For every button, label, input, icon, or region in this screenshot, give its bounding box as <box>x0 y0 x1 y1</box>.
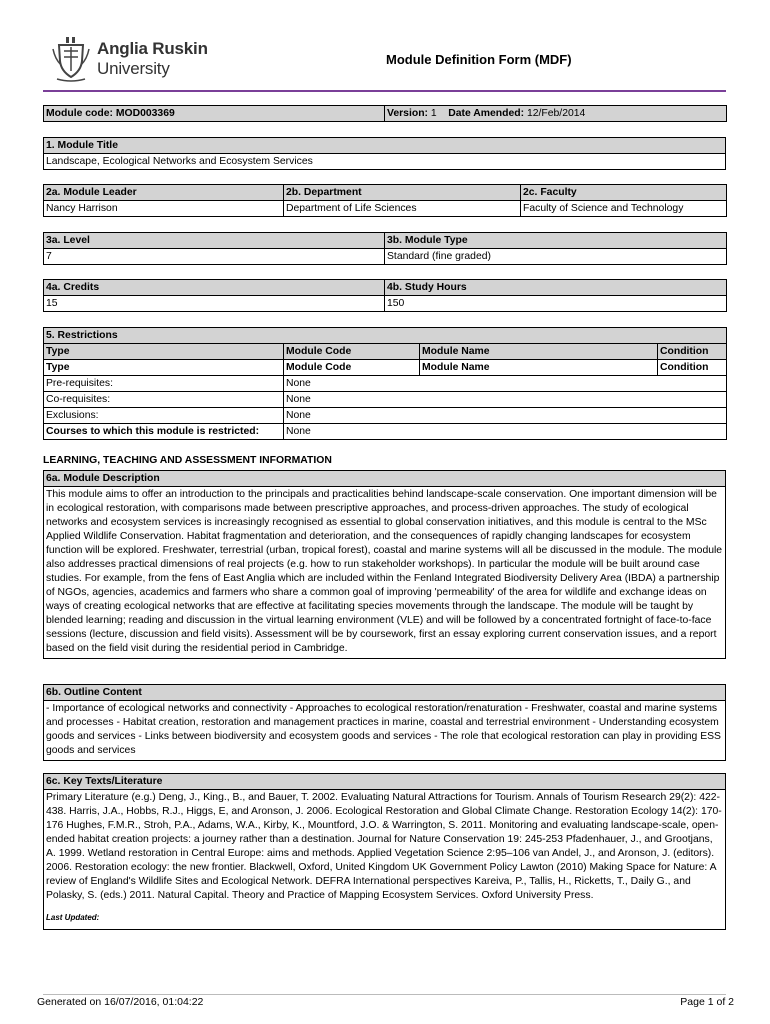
module-code: Module code: MOD003369 <box>44 106 385 122</box>
outline-text: - Importance of ecological networks and connectivity - Approaches to ecological restoration/renaturation - Freshwater, coastal and marine systems and processes - Habitat creation, restoration and management practices in marine, coastal and terrestrial environment - Understanding ecosystem goods and services - Links between biodiversity and ecosystem goods and services - The role that ecological restoration can play in providing ESS goods and services <box>44 701 726 761</box>
header-rule <box>43 90 726 92</box>
restriction-label: Exclusions: <box>44 408 284 424</box>
leader-table <box>43 184 727 217</box>
table-row <box>44 392 727 408</box>
level-header: 3a. Level <box>44 233 385 249</box>
outline-header: 6b. Outline Content <box>44 685 726 701</box>
module-title-header: 1. Module Title <box>44 138 726 154</box>
restriction-label: Pre-requisites: <box>44 376 284 392</box>
generated-timestamp: Generated on 16/07/2016, 01:04:22 <box>37 996 204 1008</box>
version-label: Version: <box>387 108 428 119</box>
col-type: Type <box>44 344 284 360</box>
col-module-name: Module Name <box>420 344 658 360</box>
level-value: 7 <box>44 249 385 265</box>
col-type: Type <box>44 360 284 376</box>
logo-line-2: University <box>97 59 170 78</box>
department-value: Department of Life Sciences <box>284 201 521 217</box>
module-type-value: Standard (fine graded) <box>385 249 727 265</box>
logo-wordmark <box>97 39 208 79</box>
col-condition: Condition <box>658 344 727 360</box>
study-hours-value: 150 <box>385 296 727 312</box>
description-header: 6a. Module Description <box>44 471 726 487</box>
restrictions-header: 5. Restrictions <box>44 328 727 344</box>
restriction-value: None <box>284 392 727 408</box>
col-condition: Condition <box>658 360 727 376</box>
last-updated-label: Last Updated: <box>46 913 100 922</box>
description-table <box>43 470 726 659</box>
level-table <box>43 232 727 265</box>
page-number: Page 1 of 2 <box>680 996 734 1008</box>
form-title: Module Definition Form (MDF) <box>386 52 572 67</box>
key-texts-cell <box>44 790 726 930</box>
restriction-value: None <box>284 424 727 440</box>
restriction-value: None <box>284 376 727 392</box>
date-amended-value: 12/Feb/2014 <box>526 108 586 119</box>
module-type-header: 3b. Module Type <box>385 233 727 249</box>
crest-icon <box>51 35 91 83</box>
version-value: 1 <box>430 108 437 119</box>
logo-line-1: Anglia Ruskin <box>97 39 208 58</box>
department-header: 2b. Department <box>284 185 521 201</box>
credits-table <box>43 279 727 312</box>
module-title-value: Landscape, Ecological Networks and Ecosystem Services <box>44 154 726 170</box>
credits-value: 15 <box>44 296 385 312</box>
restriction-label: Courses to which this module is restricted: <box>44 424 284 440</box>
table-row <box>44 376 727 392</box>
university-logo <box>51 34 208 84</box>
date-amended-label: Date Amended: <box>448 108 525 119</box>
module-code-table <box>43 105 727 122</box>
col-module-code: Module Code <box>284 360 420 376</box>
table-row <box>44 424 727 440</box>
version-date-cell <box>385 106 727 122</box>
description-text: This module aims to offer an introduction to the principals and practicalities behind landscape-scale conservation. One important dimension will be in ecological restoration, with comparisons made between prescriptive approaches, and process-driven approaches. The study of ecological networks and ecosystem services is increasingly recognised as essential to global conservation initiatives, and this module is central to the MSc Applied Wildlife Conservation. Habitat fragmentation and deterioration, and the consequences of rapidly changing landscapes for ecosystem function will be explored. Freshwater, terrestrial (urban, tropical forest), coastal and marine systems will all be discussed in the module. The module also addresses practical dimensions of real projects (e.g. how to run stakeholder workshops). In particular the module will be built around case studies. For example, from the fens of East Anglia which are included within the Fenland Integrated Biodiversity Delivery Area (IBDA) a partnership of NGOs, agencies, academics and farmers who share a common goal of improving 'permeability' of the area for wildlife and exchange ideas on ways of creating ecological networks that are effective at facilitating species movements through the landscape. The module will be taught by blended learning; reading and discussion in the virtual learning environment (VLE) and will be followed by a concentrated fortnight of face-to-face sessions (lecture, discussion and field visits). Assessment will be by coursework, first an essay exploring current conservation issues, and a report based on the field visit during the residential period in Cambridge. <box>44 487 726 659</box>
key-texts-text: Primary Literature (e.g.) Deng, J., King., B., and Bauer, T. 2002. Evaluating Natural Attractions for Tourism. Annals of Tourism Research 29(2): 422-438. Harris, J.A., Hobbs, R.J., Higgs, E, and Aronson, J. 2006. Ecological Restoration and Global Climate Change. Restoration Ecology 14(2): 170-176 Hughes, F.M.R., Stroh, P.A., Adams, W.A., Kirby, K., Mountford, J.O. & Warrington, S. 2011. Monitoring and evaluating landscape-scale, open-ended habitat creation projects: a journey rather than a destination. Journal for Nature Conservation 19: 245-253 Pfadenhauer, J., and Grootjans, A. 1999. Wetland restoration in Central Europe: aims and methods. Applied Vegetation Science 2:95–106 van Andel, J., and Aronson, J. (editors). 2006. Restoration ecology: the new frontier. Blackwell, Oxford, United Kingdom UK Government Policy Lawton (2010) Making Space for Nature: A review of England's Wildlife Sites and Ecological Network. DEFRA International perspectives Kareiva, P., Tallis, H., Ricketts, T., Daily G., and Polasky, S. (eds.) 2011. Natural Capital. Theory and Practice of Mapping Ecosystem Services. Oxford University Press. <box>46 792 722 901</box>
study-hours-header: 4b. Study Hours <box>385 280 727 296</box>
outline-table <box>43 684 726 761</box>
credits-header: 4a. Credits <box>44 280 385 296</box>
key-texts-header: 6c. Key Texts/Literature <box>44 774 726 790</box>
module-leader-header: 2a. Module Leader <box>44 185 284 201</box>
table-row <box>44 408 727 424</box>
faculty-value: Faculty of Science and Technology <box>521 201 727 217</box>
key-texts-table <box>43 773 726 930</box>
faculty-header: 2c. Faculty <box>521 185 727 201</box>
restriction-label: Co-requisites: <box>44 392 284 408</box>
footer-rule <box>43 994 726 995</box>
module-leader-value: Nancy Harrison <box>44 201 284 217</box>
restriction-value: None <box>284 408 727 424</box>
restrictions-table <box>43 327 727 440</box>
module-title-table <box>43 137 726 170</box>
col-module-name: Module Name <box>420 360 658 376</box>
col-module-code: Module Code <box>284 344 420 360</box>
learning-section-title: LEARNING, TEACHING AND ASSESSMENT INFORMATION <box>43 455 332 466</box>
